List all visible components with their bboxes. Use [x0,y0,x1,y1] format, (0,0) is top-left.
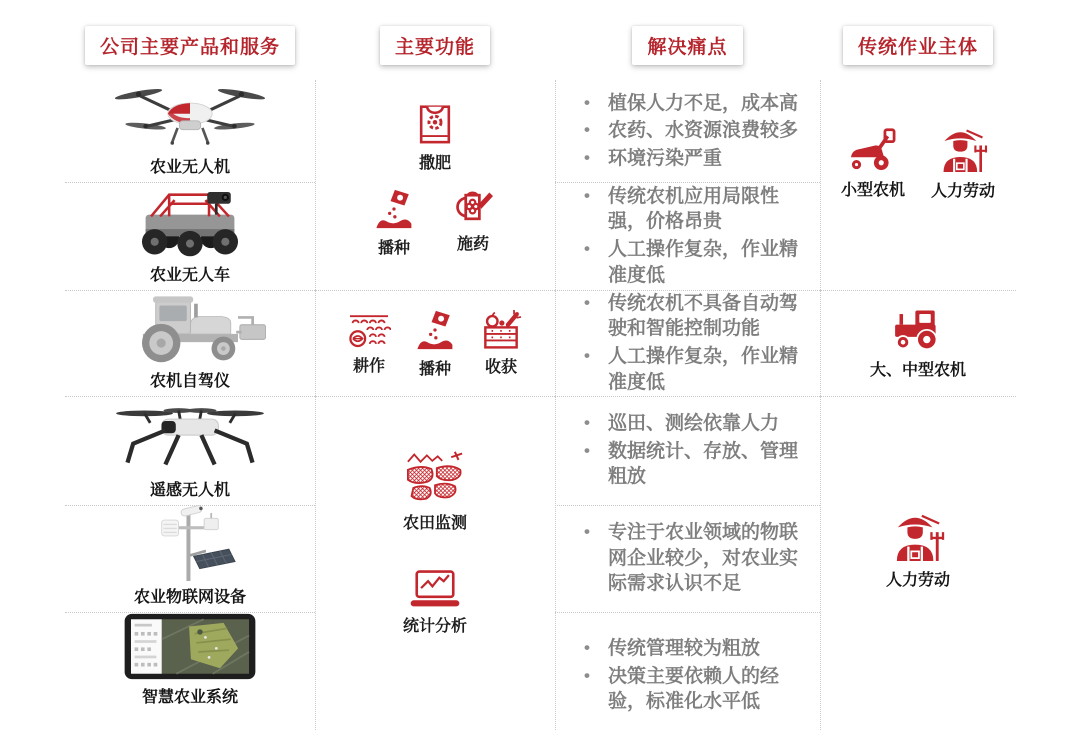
agri-drone-image [104,80,276,151]
products-header-label: 公司主要产品和服务 [85,26,295,65]
seeding-icon [415,308,455,352]
function-item [479,310,523,377]
sensing-drone-image [104,402,276,474]
function-item [415,308,455,379]
function-item [403,569,467,636]
functions-group-2 [315,290,555,396]
farmer-icon [938,126,988,172]
function-item [374,187,414,258]
fertilizer-bag-icon [416,102,454,146]
pain-points-header-label: 解决痛点 [632,26,742,65]
functions-group-1-row-2 [374,187,496,258]
seeding-icon [374,187,414,231]
pain-bullet-list [555,89,812,174]
pain-bullet-list [555,518,820,599]
function-label: 播种 [377,240,410,257]
pain-bullet: • 数据统计、存放、管理粗放 [608,439,806,490]
tilling-icon [347,311,391,349]
function-label: 农田监测 [402,515,467,532]
function-label: 统计分析 [402,618,467,635]
product-label: 智慧农业系统 [141,689,238,706]
traditional-label: 小型农机 [840,181,905,199]
header-products [65,26,315,65]
product-cell-agri-drone [65,80,315,182]
field-monitoring-icon [404,450,466,506]
iot-station-image [123,505,257,581]
traditional-item [886,511,950,590]
pain-bullet-list [555,182,820,291]
tractor-icon [892,307,944,351]
pain-bullet: • 人工操作复杂，作业精准度低 [608,344,806,395]
function-item [347,311,391,376]
traditional-header-label: 传统作业主体 [843,26,993,65]
traditional-item [841,127,905,200]
function-label: 播种 [418,360,451,378]
agri-rover-image [115,182,265,259]
function-label: 撒肥 [418,155,451,172]
product-cell-tractor-autopilot [65,290,315,396]
functions-header-label: 主要功能 [380,26,490,65]
stats-analysis-icon [408,569,462,609]
header-pain-points [555,26,820,65]
farmer-icon [891,511,945,561]
product-label: 农业物联网设备 [133,589,246,606]
function-label: 耕作 [352,357,385,375]
traditional-group-3 [820,396,1016,730]
watering-can-icon [450,187,496,227]
pain-block-3 [555,290,820,396]
traditional-group-1 [820,80,1016,290]
product-label: 遥感无人机 [149,482,230,499]
pain-bullet: • 农药、水资源浪费较多 [608,118,798,144]
product-cell-agri-rover [65,182,315,290]
tractor-autopilot-image [105,290,275,365]
function-item [416,102,454,173]
pain-block-5 [555,505,820,612]
product-cell-iot-station [65,505,315,612]
pain-bullet-list [555,289,820,398]
product-label: 农业无人机 [149,159,230,176]
pain-block-6 [555,612,820,730]
pain-bullet: • 传统农机应用局限性强，价格昂贵 [608,184,806,235]
pain-bullet: • 巡田、测绘依靠人力 [608,411,806,437]
traditional-label: 人力劳动 [931,182,996,200]
traditional-item [870,307,966,380]
product-cell-sensing-drone [65,396,315,505]
traditional-label: 大、中型农机 [869,361,966,379]
pain-bullet: • 决策主要依赖人的经验，标准化水平低 [608,664,806,715]
header-functions [315,26,555,65]
pain-block-2 [555,182,820,290]
smart-agri-tablet-image [115,612,265,681]
function-item [403,450,467,533]
header-traditional [820,26,1016,65]
pain-bullet: • 专注于农业领域的物联网企业较少，对农业实际需求认识不足 [608,520,806,597]
pain-bullet: • 人工操作复杂，作业精准度低 [608,237,806,288]
functions-group-1 [315,80,555,290]
pain-bullet-list [555,634,820,717]
pain-block-4 [555,396,820,505]
functions-group-3 [315,396,555,730]
pain-bullet: • 传统农机不具备自动驾驶和智能控制功能 [608,291,806,342]
function-label: 收获 [484,358,517,376]
pain-bullet: • 传统管理较为粗放 [608,636,806,662]
pain-bullet-list [555,409,820,492]
function-item [450,187,496,258]
small-machinery-icon [848,127,898,171]
pain-bullet: • 植保人力不足，成本高 [608,91,798,117]
pain-block-1 [555,80,820,182]
product-cell-smart-agri-tablet [65,612,315,712]
traditional-label: 人力劳动 [885,572,950,589]
pain-bullet: • 环境污染严重 [608,146,798,172]
traditional-item [931,126,995,201]
traditional-group-2 [820,290,1016,396]
product-label: 农机自驾仪 [149,373,230,390]
product-label: 农业无人车 [149,267,230,284]
function-label: 施药 [456,236,489,253]
harvest-crate-icon [479,310,523,350]
